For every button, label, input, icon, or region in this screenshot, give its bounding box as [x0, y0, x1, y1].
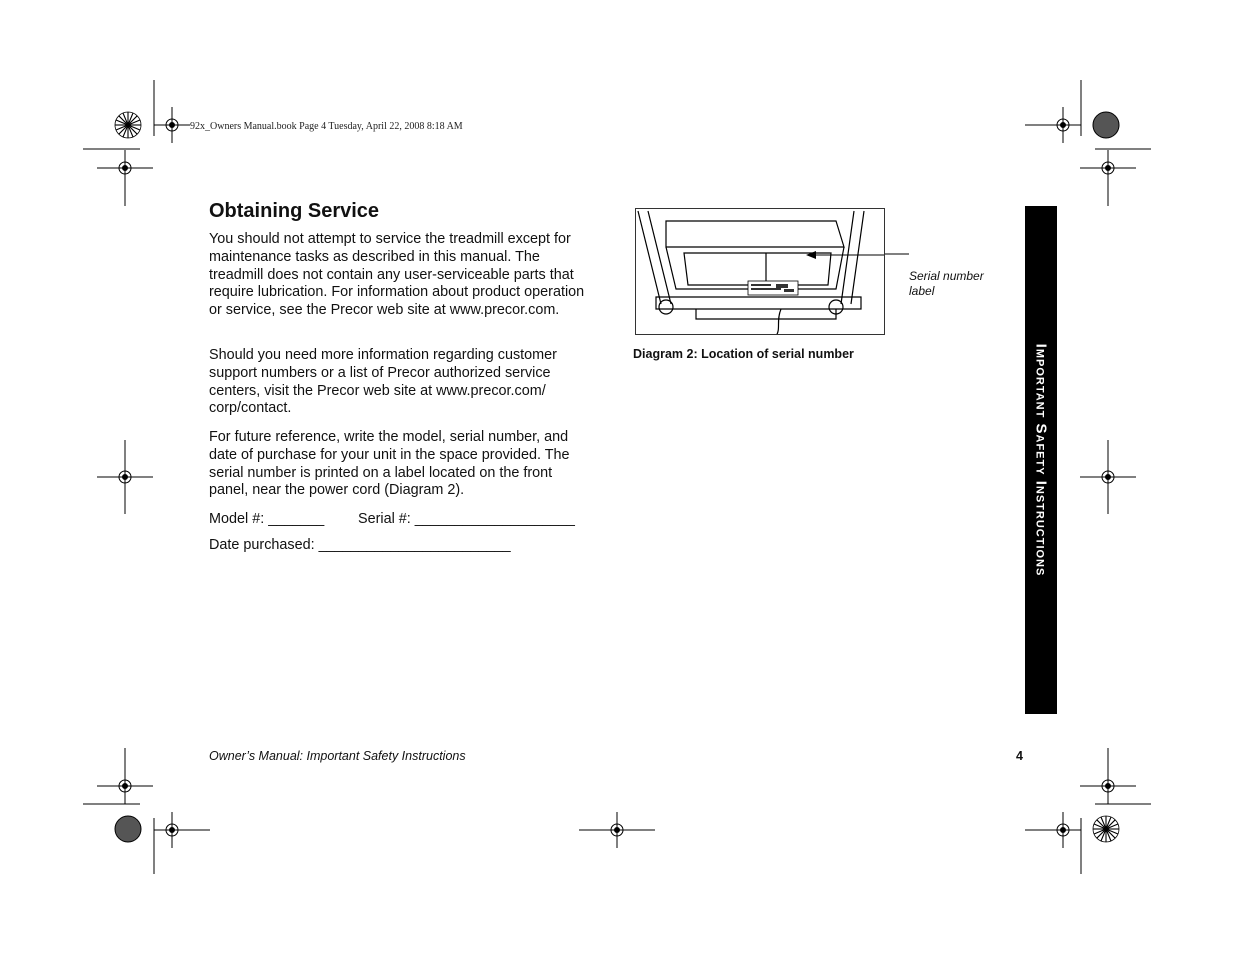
support-paragraph: Should you need more information regarding customer support numbers or a list of Precor authorized service centers, visit the Precor web site at www.precor.com/ corp/contact.	[209, 347, 557, 417]
model-number-field: Model #: _______	[209, 511, 325, 527]
page-number: 4	[1016, 749, 1023, 763]
chapter-side-tab-label: Important Safety Instructions	[1032, 343, 1050, 577]
chapter-side-tab	[1025, 206, 1057, 714]
serial-number-field: Serial #: ____________________	[358, 511, 575, 527]
callout-leader-line	[885, 253, 909, 257]
service-paragraph: You should not attempt to service the treadmill except for maintenance tasks as described in this manual. The treadmill does not contain any user-serviceable parts that require lubrication. For information about product operation or service, see the Precor web site at www.precor.com.	[209, 231, 585, 319]
treadmill-front-illustration	[636, 209, 885, 335]
section-title: Obtaining Service	[209, 200, 380, 222]
reference-paragraph: For future reference, write the model, serial number, and date of purchase for your unit in the space provided. The serial number is printed on a label located on the front panel, near the power cord (Diagram 2).	[209, 429, 570, 499]
serial-number-diagram	[635, 208, 885, 335]
serial-label-callout: Serial number label	[909, 269, 984, 298]
footer-title: Owner’s Manual: Important Safety Instructions	[209, 749, 466, 763]
book-header: 92x_Owners Manual.book Page 4 Tuesday, April 22, 2008 8:18 AM	[190, 121, 463, 132]
diagram-caption: Diagram 2: Location of serial number	[633, 347, 854, 361]
date-purchased-field: Date purchased: ________________________	[209, 537, 511, 553]
